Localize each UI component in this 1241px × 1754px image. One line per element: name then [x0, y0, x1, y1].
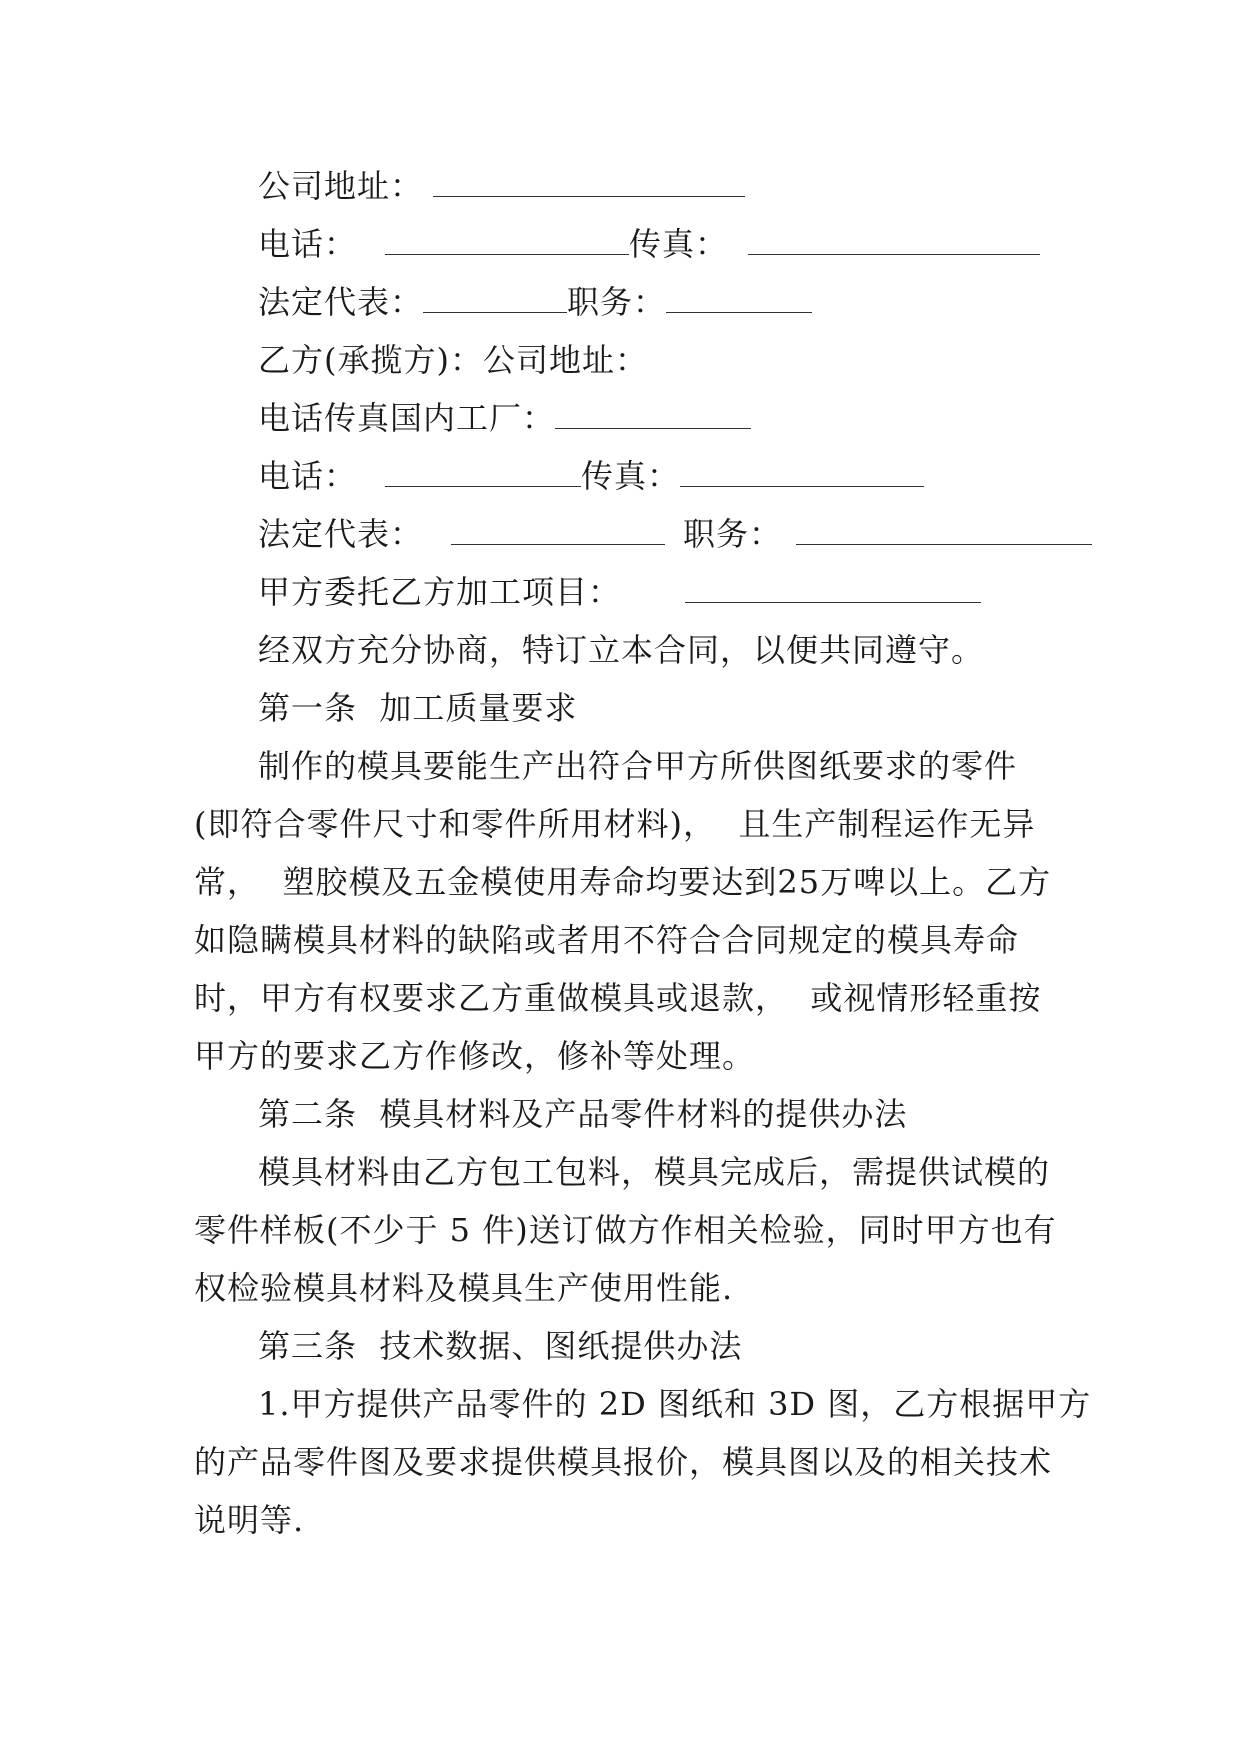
article-1-line-3: 常， 塑胶模及五金模使用寿命均要达到25万啤以上。乙方 — [194, 863, 1052, 901]
party-a-address-label: 公司地址： — [258, 167, 424, 205]
party-a-phone-fax-line — [258, 224, 1040, 264]
article-3-line-3: 说明等. — [194, 1501, 305, 1539]
article-1-line-6: 甲方的要求乙方作修改，修补等处理。 — [194, 1037, 756, 1075]
party-a-phone-blank — [385, 228, 629, 255]
party-b-factory-line — [258, 398, 751, 438]
article-1-line-5: 时，甲方有权要求乙方重做模具或退款， 或视情形轻重按 — [194, 979, 1042, 1017]
article-2-line-2: 零件样板(不少于 5 件)送订做方作相关检验，同时甲方也有 — [194, 1211, 1057, 1249]
article-1-line-2: (即符合零件尺寸和零件所用材料)， 且生产制程运作无异 — [194, 805, 1036, 843]
article-2-line-1: 模具材料由乙方包工包料，模具完成后，需提供试模的 — [258, 1153, 1051, 1191]
party-a-rep-blank — [423, 286, 567, 313]
article-1-line-4: 如隐瞒模具材料的缺陷或者用不符合合同规定的模具寿命 — [194, 921, 1020, 959]
article-3-line-2: 的产品零件图及要求提供模具报价，模具图以及的相关技术 — [194, 1443, 1053, 1481]
article-2-line-3: 权检验模具材料及模具生产使用性能. — [194, 1269, 734, 1307]
party-b-phone-blank — [385, 460, 581, 487]
party-a-fax-blank — [748, 228, 1040, 255]
article-3-heading: 第三条 技术数据、图纸提供办法 — [258, 1327, 743, 1365]
party-b-factory-blank — [555, 402, 751, 429]
project-blank — [685, 576, 981, 603]
party-b-header: 乙方(承揽方)：公司地址： — [258, 341, 648, 379]
project-line — [258, 572, 981, 612]
party-a-rep-label: 法定代表： — [258, 283, 424, 321]
project-label: 甲方委托乙方加工项目： — [258, 573, 622, 611]
party-b-rep-line — [258, 514, 1092, 554]
party-a-address-line — [258, 166, 745, 206]
article-3-line-1: 1.甲方提供产品零件的 2D 图纸和 3D 图，乙方根据甲方 — [258, 1385, 1092, 1423]
party-a-phone-label: 电话： — [258, 225, 358, 263]
party-b-rep-blank — [451, 518, 665, 545]
party-b-rep-label: 法定代表： — [258, 515, 424, 553]
party-a-title-blank — [666, 286, 812, 313]
party-b-title-label: 职务： — [683, 515, 783, 553]
article-2-heading: 第二条 模具材料及产品零件材料的提供办法 — [258, 1095, 908, 1133]
party-a-fax-label: 传真： — [629, 225, 729, 263]
party-a-title-label: 职务： — [567, 283, 667, 321]
party-b-fax-label: 传真： — [581, 457, 681, 495]
party-b-phone-fax-line — [258, 456, 924, 496]
party-b-factory-label: 电话传真国内工厂： — [258, 399, 556, 437]
party-a-rep-line — [258, 282, 812, 322]
article-1-heading: 第一条 加工质量要求 — [258, 689, 578, 727]
party-b-fax-blank — [680, 460, 924, 487]
party-b-phone-label: 电话： — [258, 457, 358, 495]
party-b-title-blank — [796, 518, 1092, 545]
article-1-line-1: 制作的模具要能生产出符合甲方所供图纸要求的零件 — [258, 747, 1018, 785]
party-a-address-blank — [433, 170, 745, 197]
intro-text: 经双方充分协商，特订立本合同，以便共同遵守。 — [258, 631, 985, 669]
